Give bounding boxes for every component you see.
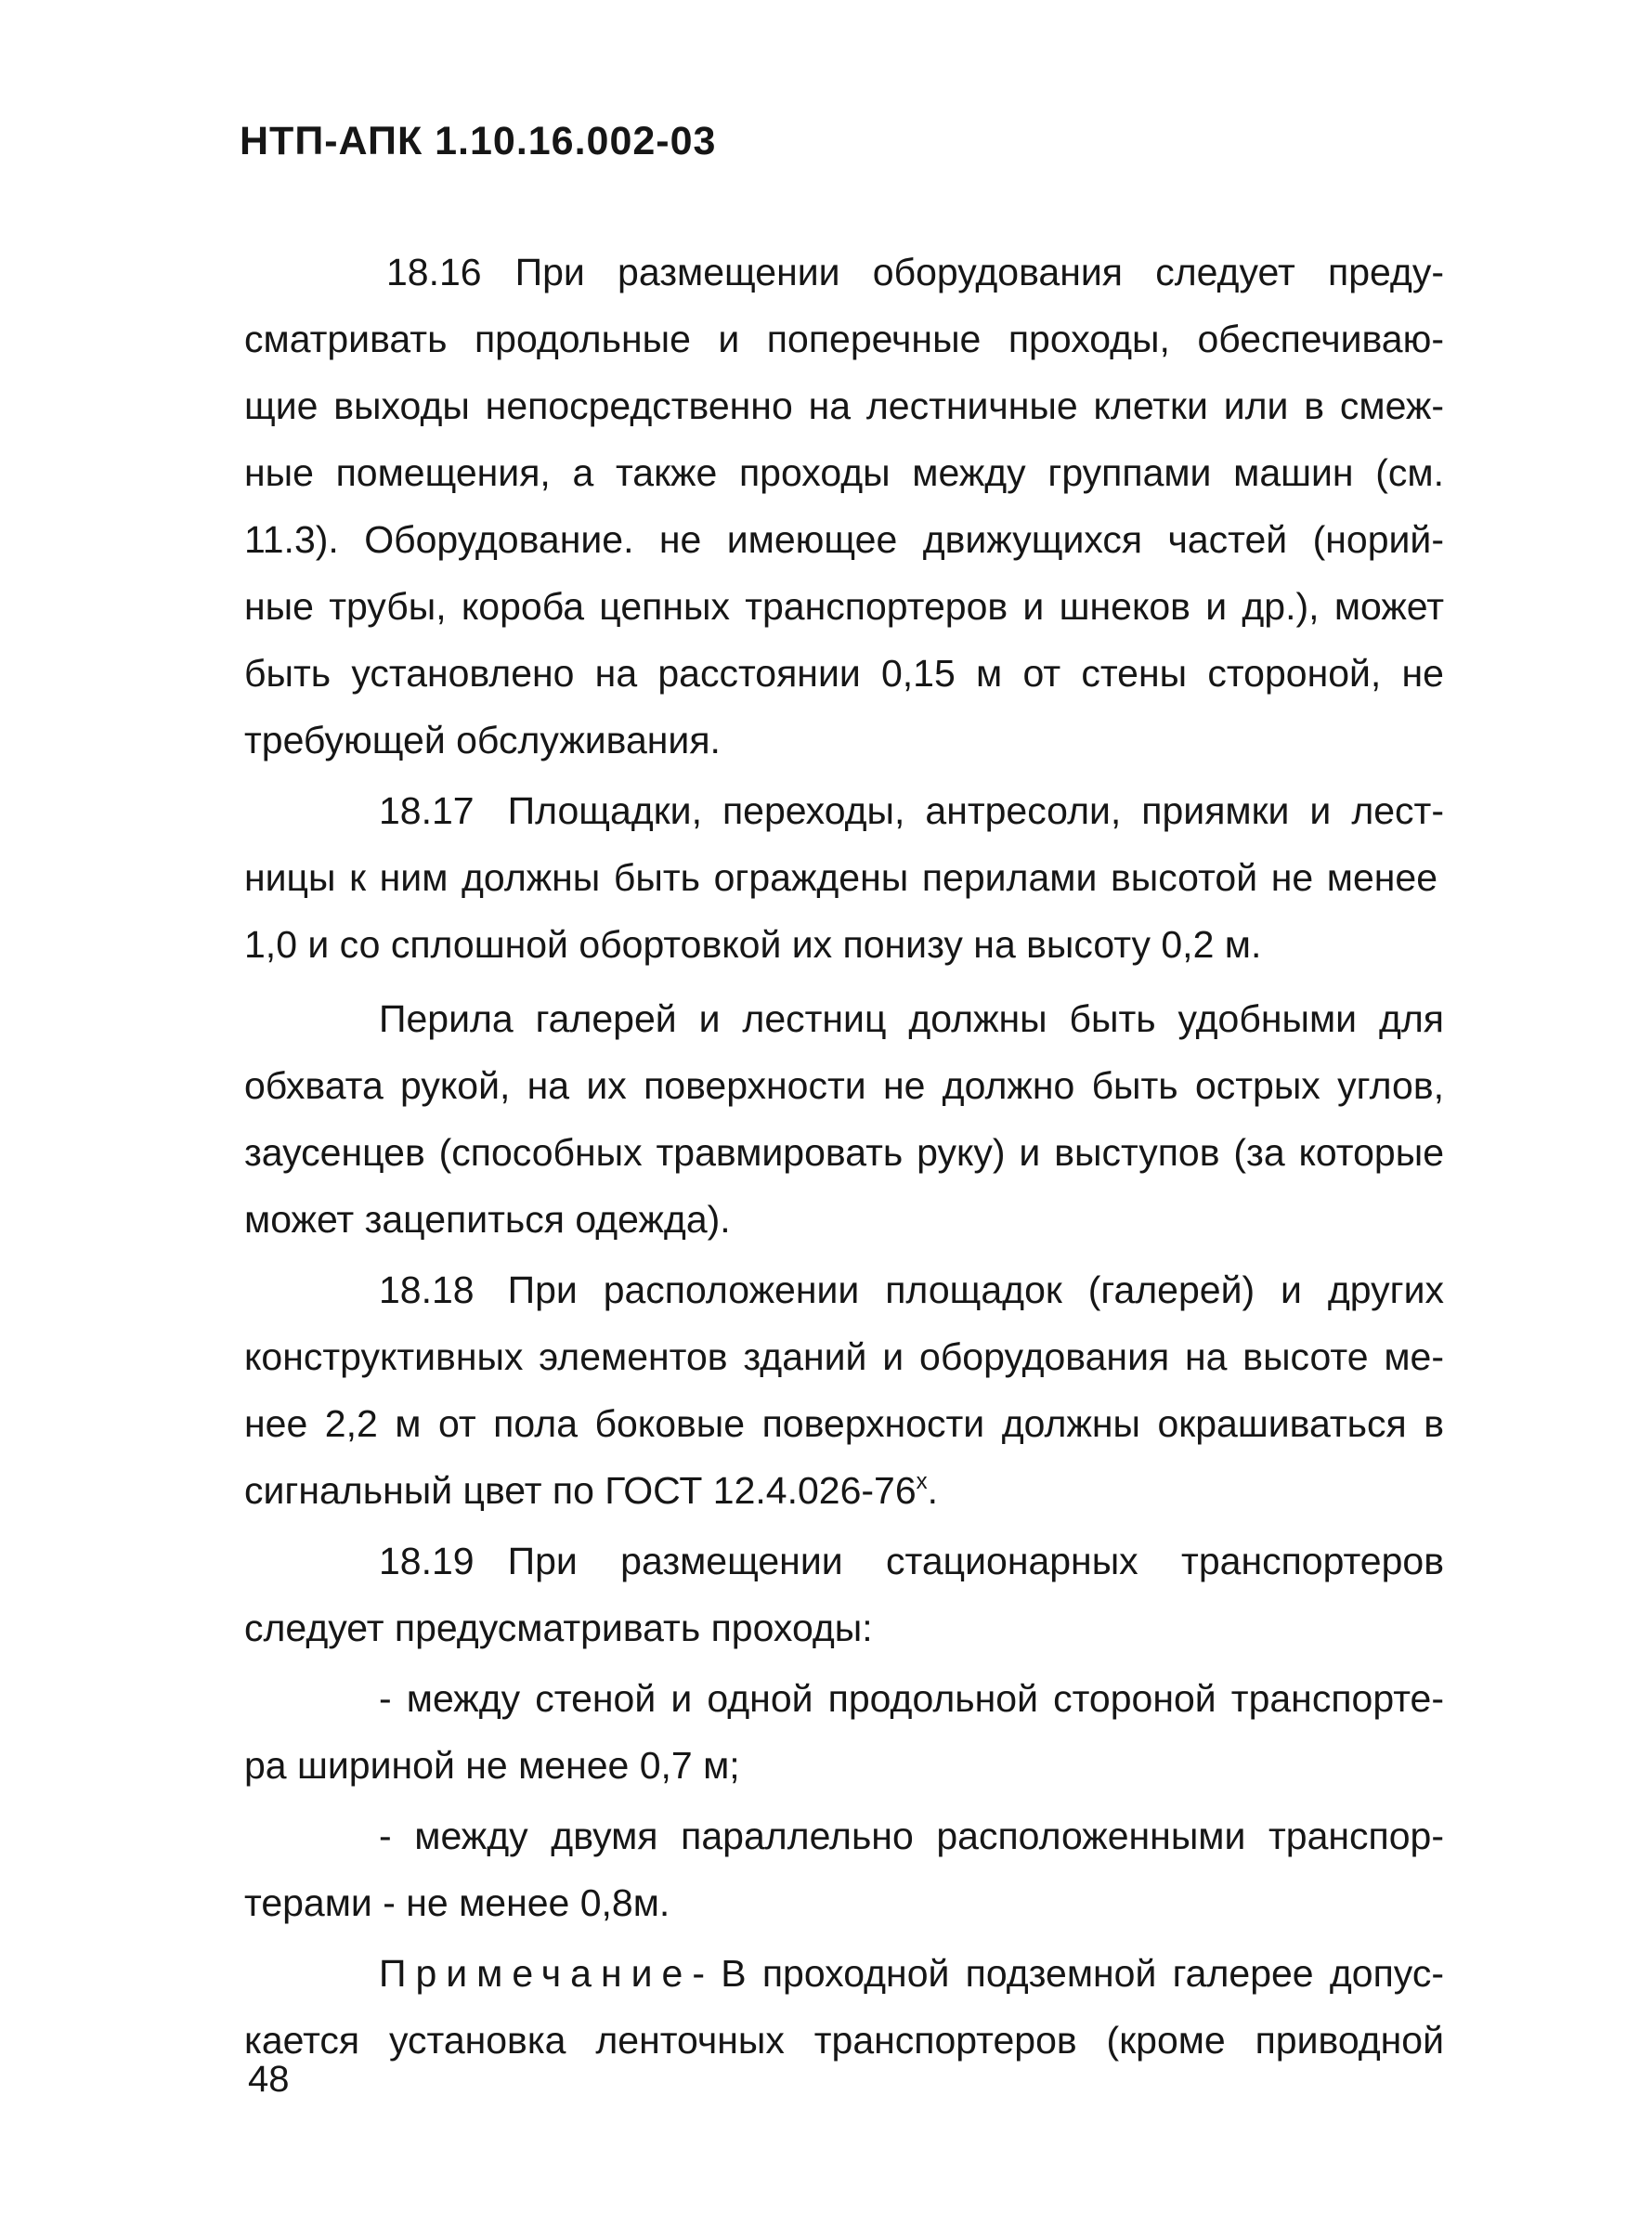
para-18-17-line-1 bbox=[379, 784, 1444, 838]
note-line-2: кается установка ленточных транспортеров (кроме приводной bbox=[244, 2019, 1444, 2062]
para-18-18-line-2: конструктивных элементов зданий и оборудования на высоте ме- bbox=[244, 1335, 1444, 1378]
clause-number: 18.16 bbox=[386, 251, 482, 293]
list-item-2-line-2: терами - не менее 0,8м. bbox=[244, 1881, 670, 1924]
para-railings-line-3: заусенцев (способных травмировать руку) и выступов (за которые bbox=[244, 1131, 1444, 1174]
list-item-1-line-2: ра шириной не менее 0,7 м; bbox=[244, 1744, 740, 1787]
page-number: 48 bbox=[248, 2059, 290, 2100]
line-text: сигнальный цвет по ГОСТ 12.4.026-76 bbox=[244, 1469, 917, 1512]
note-line-1 bbox=[379, 1946, 1444, 2000]
para-18-16-line-6: ные трубы, короба цепных транспортеров и шнеков и др.), может bbox=[244, 585, 1444, 628]
para-18-16-line-8: требующей обслуживания. bbox=[244, 719, 721, 761]
clause-number: 18.19 bbox=[379, 1540, 475, 1582]
document-header: НТП-АПК 1.10.16.002-03 bbox=[240, 119, 717, 163]
list-item-2-line-1: - между двумя параллельно расположенными транспор- bbox=[379, 1815, 1444, 1857]
para-18-18-line-1 bbox=[379, 1263, 1444, 1317]
line-text: При размещении оборудования следует преду- bbox=[514, 251, 1444, 293]
para-railings-line-4: может зацепиться одежда). bbox=[244, 1198, 731, 1241]
para-18-16-line-3: щие выходы непосредственно на лестничные клетки или в смеж- bbox=[244, 384, 1444, 427]
para-18-18-line-4 bbox=[244, 1464, 1444, 1517]
para-18-17-line-3: 1,0 и со сплошной обортовкой их понизу на высоту 0,2 м. bbox=[244, 923, 1262, 966]
para-18-16-line-1 bbox=[386, 245, 1444, 299]
superscript-mark: х bbox=[916, 1469, 928, 1494]
clause-number: 18.18 bbox=[379, 1269, 475, 1311]
line-text: Площадки, переходы, антресоли, приямки и лест- bbox=[507, 789, 1444, 832]
clause-number: 18.17 bbox=[379, 789, 475, 832]
para-18-18-line-3: нее 2,2 м от пола боковые поверхности должны окрашиваться в bbox=[244, 1402, 1444, 1445]
para-railings-line-2: обхвата рукой, на их поверхности не должно быть острых углов, bbox=[244, 1064, 1444, 1107]
para-18-16-line-4: ные помещения, а также проходы между группами машин (см. bbox=[244, 451, 1444, 494]
para-18-16-line-2: сматривать продольные и поперечные проходы, обеспечиваю- bbox=[244, 318, 1444, 360]
list-item-1-line-1: - между стеной и одной продольной стороной транспорте- bbox=[379, 1677, 1444, 1720]
para-18-17-line-2: ницы к ним должны быть ограждены перилами высотой не менее bbox=[244, 856, 1437, 899]
note-label: Примечание bbox=[379, 1952, 693, 1995]
para-railings-line-1: Перила галерей и лестниц должны быть удобными для bbox=[379, 997, 1444, 1040]
line-end: . bbox=[927, 1469, 939, 1512]
para-18-19-line-1 bbox=[379, 1534, 1444, 1588]
line-text: - В проходной подземной галерее допус- bbox=[692, 1952, 1444, 1995]
para-18-19-line-2: следует предусматривать проходы: bbox=[244, 1607, 873, 1649]
line-text: При расположении площадок (галерей) и других bbox=[507, 1269, 1444, 1311]
para-18-16-line-5: 11.3). Оборудование. не имеющее движущихся частей (норий- bbox=[244, 518, 1444, 561]
line-text: При размещении стационарных транспортеров bbox=[507, 1540, 1444, 1582]
para-18-16-line-7: быть установлено на расстоянии 0,15 м от стены стороной, не bbox=[244, 652, 1444, 695]
